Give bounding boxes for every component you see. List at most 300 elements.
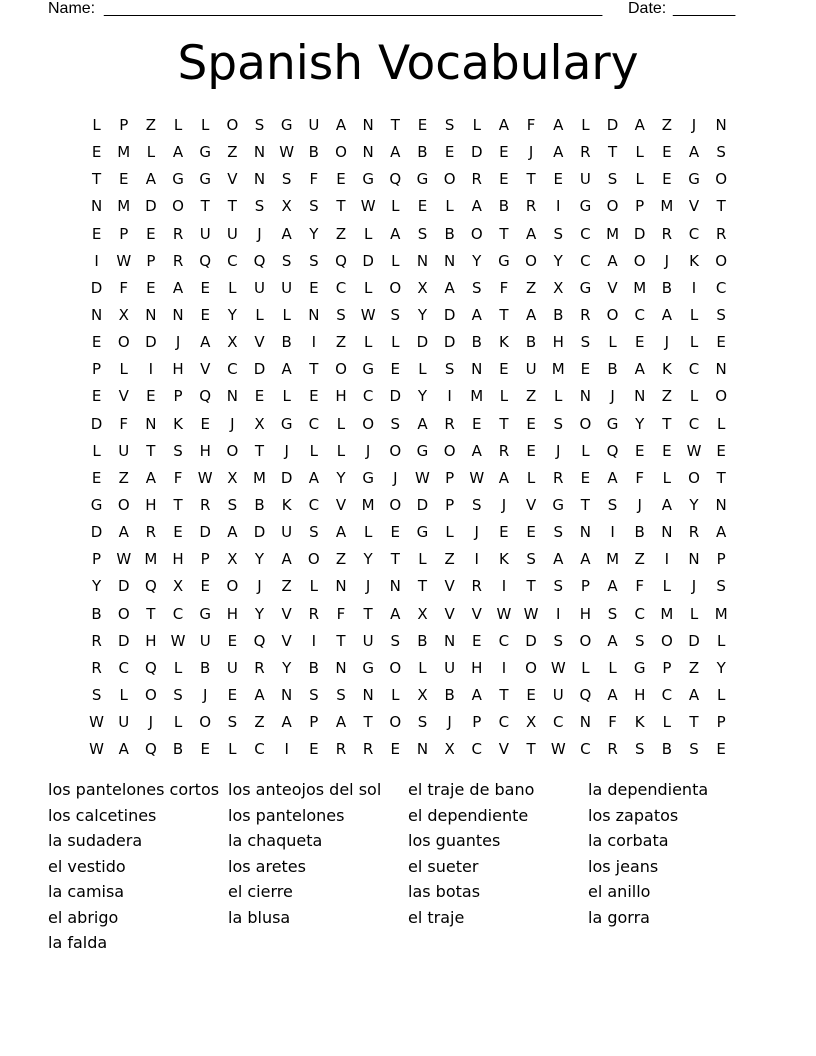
grid-letter: N [90, 305, 103, 324]
grid-letter: E [634, 333, 645, 352]
grid-letter: D [253, 360, 266, 379]
grid-letter: H [145, 631, 157, 650]
word-bank-item: los zapatos [588, 805, 679, 825]
grid-letter: Q [606, 441, 619, 460]
grid-letter: A [688, 685, 700, 704]
grid-letter: I [556, 197, 561, 216]
grid-letter: E [91, 224, 102, 243]
grid-letter: N [579, 387, 591, 406]
grid-letter: L [119, 360, 128, 379]
grid-letter: G [362, 360, 374, 379]
grid-letter: N [253, 170, 266, 189]
grid-letter: C [634, 604, 645, 623]
grid-letter: F [608, 713, 617, 732]
grid-letter: I [94, 251, 99, 270]
grid-letter: R [145, 523, 157, 542]
word-bank-item: el sueter [408, 856, 479, 876]
grid-letter: D [443, 333, 456, 352]
grid-letter: E [499, 523, 509, 542]
grid-letter: X [227, 550, 238, 569]
grid-letter: V [525, 495, 537, 514]
grid-letter: W [279, 143, 295, 162]
grid-letter: S [173, 441, 183, 460]
grid-letter: E [580, 468, 591, 487]
grid-letter: S [607, 604, 618, 623]
grid-letter: Z [525, 387, 537, 406]
grid-letter: R [607, 740, 618, 759]
grid-letter: R [172, 251, 184, 270]
grid-letter: O [199, 713, 212, 732]
grid-letter: L [662, 468, 672, 487]
grid-letter: C [308, 495, 320, 514]
grid-letter: S [336, 685, 346, 704]
grid-letter: I [501, 658, 507, 677]
grid-letter: B [254, 495, 265, 514]
grid-letter: K [634, 713, 645, 732]
grid-letter: E [526, 414, 536, 433]
word-bank-item: los guantes [408, 831, 501, 850]
grid-letter: F [309, 170, 319, 189]
grid-letter: L [336, 414, 346, 433]
grid-letter: E [91, 333, 102, 352]
grid-letter: D [688, 631, 700, 650]
grid-letter: I [501, 577, 507, 596]
grid-letter: Y [689, 495, 699, 514]
grid-letter: D [253, 523, 266, 542]
grid-letter: U [308, 116, 320, 134]
grid-letter: S [716, 305, 726, 324]
grid-letter: I [311, 333, 317, 352]
grid-letter: E [526, 523, 536, 542]
grid-letter: K [499, 333, 509, 352]
grid-letter: A [553, 116, 564, 134]
grid-letter: M [660, 197, 674, 216]
grid-letter: L [282, 305, 291, 324]
grid-letter: E [444, 143, 455, 162]
grid-letter: M [470, 387, 484, 406]
grid-letter: C [634, 305, 645, 324]
grid-letter: W [469, 468, 485, 487]
name-field-line: ________________________________________________________ [104, 0, 603, 17]
grid-letter: P [716, 550, 726, 569]
grid-letter: N [308, 305, 320, 324]
grid-letter: E [118, 170, 129, 189]
grid-letter: X [172, 577, 184, 596]
grid-letter: S [417, 224, 428, 243]
grid-letter: T [363, 604, 373, 623]
grid-letter: S [281, 170, 292, 189]
grid-letter: O [660, 631, 673, 650]
grid-letter: A [471, 197, 482, 216]
grid-row [83, 628, 735, 655]
grid-letter: U [362, 631, 374, 650]
grid-letter: S [444, 360, 455, 379]
grid-letter: S [580, 333, 591, 352]
grid-letter: P [200, 550, 210, 569]
grid-letter: R [471, 170, 482, 189]
grid-letter: Q [144, 577, 157, 596]
grid-letter: B [525, 333, 537, 352]
grid-row [83, 573, 735, 600]
grid-letter: W [523, 604, 539, 623]
grid-letter: E [634, 441, 645, 460]
grid-letter: Z [281, 577, 292, 596]
grid-letter: I [474, 550, 479, 569]
grid-row [83, 139, 735, 166]
grid-letter: Z [254, 713, 265, 732]
word-bank-column [48, 777, 228, 956]
grid-letter: Z [118, 468, 129, 487]
word-bank-item: el traje [408, 907, 465, 927]
grid-letter: O [226, 116, 239, 134]
word-bank-item: los anteojos del sol [228, 780, 382, 799]
grid-letter: S [309, 523, 319, 542]
grid-letter: L [608, 658, 617, 677]
grid-letter: A [634, 116, 645, 134]
grid-letter: J [556, 441, 561, 460]
grid-letter: Y [282, 658, 292, 677]
grid-letter: H [471, 658, 483, 677]
grid-letter: E [390, 360, 401, 379]
word-bank-item: el dependiente [408, 805, 529, 825]
word-bank-item: la blusa [228, 907, 291, 927]
grid-letter: E [336, 170, 346, 189]
grid-letter: N [335, 577, 347, 596]
grid-letter: W [89, 740, 104, 759]
grid-letter: X [227, 333, 238, 352]
grid-letter: Z [335, 550, 347, 569]
grid-letter: L [391, 197, 400, 216]
grid-letter: G [633, 658, 646, 677]
grid-letter: B [661, 278, 672, 297]
grid-letter: L [445, 523, 454, 542]
grid-letter: T [336, 631, 346, 650]
grid-letter: Y [91, 577, 102, 596]
grid-letter: M [606, 224, 620, 243]
grid-letter: S [526, 550, 536, 569]
grid-letter: U [579, 170, 591, 189]
grid-letter: I [148, 360, 154, 379]
grid-letter: C [498, 631, 510, 650]
grid-letter: A [607, 251, 618, 270]
grid-letter: M [551, 360, 565, 379]
grid-letter: N [443, 631, 456, 650]
grid-letter: L [228, 740, 237, 759]
grid-letter: Z [335, 333, 347, 352]
grid-letter: M [714, 604, 728, 623]
grid-letter: A [607, 577, 618, 596]
grid-letter: W [550, 740, 566, 759]
grid-letter: T [173, 495, 183, 514]
grid-letter: G [416, 523, 429, 542]
grid-letter: B [308, 658, 319, 677]
grid-letter: R [362, 740, 374, 759]
grid-letter: E [254, 387, 265, 406]
grid-letter: L [635, 143, 644, 162]
grid-letter: N [253, 143, 266, 162]
grid-letter: M [253, 468, 266, 487]
grid-letter: X [254, 414, 265, 433]
grid-letter: I [664, 550, 670, 569]
grid-row [83, 682, 735, 709]
grid-letter: A [607, 685, 618, 704]
grid-letter: J [365, 441, 371, 460]
word-bank-item: los jeans [588, 856, 659, 876]
grid-letter: R [525, 197, 537, 216]
grid-letter: L [472, 116, 481, 134]
grid-letter: W [360, 197, 376, 216]
grid-letter: L [391, 685, 400, 704]
grid-letter: Z [661, 116, 672, 134]
grid-letter: Y [417, 305, 428, 324]
grid-letter: A [471, 305, 482, 324]
grid-letter: J [175, 333, 181, 352]
grid-letter: Y [227, 305, 237, 324]
grid-letter: T [499, 414, 509, 433]
grid-letter: Q [579, 685, 592, 704]
grid-letter: J [637, 495, 642, 514]
grid-letter: M [361, 495, 375, 514]
grid-letter: A [308, 468, 319, 487]
grid-letter: P [716, 713, 726, 732]
grid-letter: L [716, 414, 726, 433]
grid-letter: S [553, 577, 563, 596]
grid-letter: T [526, 740, 536, 759]
grid-letter: O [335, 143, 347, 162]
grid-letter: J [148, 713, 154, 732]
grid-letter: J [664, 251, 670, 270]
grid-letter: E [499, 143, 509, 162]
grid-letter: N [90, 197, 103, 216]
grid-letter: M [117, 143, 131, 162]
grid-letter: T [336, 197, 346, 216]
grid-letter: T [662, 414, 672, 433]
grid-letter: S [390, 414, 401, 433]
grid-letter: A [335, 713, 347, 732]
grid-letter: G [90, 495, 103, 514]
grid-letter: Z [525, 278, 537, 297]
grid-letter: H [172, 550, 184, 569]
grid-letter: V [281, 631, 292, 650]
grid-letter: Q [144, 740, 157, 759]
grid-letter: G [416, 441, 429, 460]
grid-letter: O [389, 713, 402, 732]
grid-letter: U [226, 224, 238, 243]
grid-letter: O [389, 278, 402, 297]
grid-letter: O [117, 333, 130, 352]
grid-letter: A [281, 550, 292, 569]
grid-letter: E [91, 387, 102, 406]
grid-letter: Y [309, 224, 319, 243]
grid-letter: W [116, 550, 132, 569]
grid-letter: C [172, 604, 184, 623]
grid-letter: N [362, 143, 374, 162]
grid-letter: G [498, 251, 510, 270]
word-bank-item: los pantelones cortos [48, 780, 220, 799]
grid-letter: B [417, 143, 428, 162]
grid-letter: V [118, 387, 129, 406]
grid-letter: G [606, 414, 619, 433]
grid-letter: L [282, 387, 291, 406]
grid-letter: D [362, 251, 374, 270]
grid-letter: J [202, 685, 208, 704]
grid-letter: M [606, 550, 620, 569]
grid-letter: T [200, 197, 210, 216]
grid-letter: E [526, 441, 536, 460]
grid-letter: V [498, 740, 510, 759]
word-bank-item: el cierre [228, 882, 293, 901]
page-title: Spanish Vocabulary [177, 36, 639, 91]
grid-letter: I [284, 740, 289, 759]
grid-letter: J [230, 414, 235, 433]
grid-letter: S [309, 197, 319, 216]
grid-letter: I [556, 604, 561, 623]
grid-row [83, 709, 735, 736]
word-bank-column [408, 777, 588, 956]
grid-letter: S [553, 224, 563, 243]
grid-letter: I [610, 523, 615, 542]
grid-letter: W [170, 631, 186, 650]
grid-letter: U [199, 631, 211, 650]
grid-letter: O [335, 360, 347, 379]
name-label: Name: [48, 0, 96, 17]
grid-letter: L [445, 197, 454, 216]
grid-letter: D [117, 631, 130, 650]
grid-letter: N [579, 523, 591, 542]
grid-letter: E [173, 523, 183, 542]
grid-letter: H [335, 387, 347, 406]
grid-letter: V [335, 495, 347, 514]
grid-letter: S [227, 713, 238, 732]
grid-letter: C [498, 713, 510, 732]
grid-letter: H [634, 685, 646, 704]
grid-letter: J [664, 333, 670, 352]
grid-letter: S [607, 170, 618, 189]
grid-letter: X [118, 305, 129, 324]
grid-letter: T [716, 197, 726, 216]
grid-letter: E [716, 740, 726, 759]
grid-letter: T [390, 116, 400, 134]
grid-letter: G [280, 116, 293, 134]
grid-letter: Y [553, 251, 563, 270]
grid-letter: S [309, 685, 319, 704]
grid-letter: X [281, 197, 292, 216]
grid-row [83, 166, 735, 193]
grid-letter: K [689, 251, 699, 270]
grid-letter: D [389, 387, 402, 406]
grid-letter: E [417, 116, 428, 134]
grid-letter: U [226, 658, 238, 677]
grid-letter: L [526, 468, 536, 487]
grid-letter: Q [253, 631, 266, 650]
grid-letter: O [525, 658, 537, 677]
word-bank-item: la sudadera [48, 831, 143, 850]
grid-row [83, 302, 735, 329]
grid-letter: V [200, 360, 211, 379]
grid-row [83, 546, 735, 573]
grid-letter: G [199, 604, 212, 623]
grid-letter: K [173, 414, 183, 433]
grid-letter: A [172, 278, 184, 297]
grid-letter: C [308, 414, 320, 433]
word-bank-item: la dependienta [588, 780, 709, 799]
grid-letter: G [688, 170, 700, 189]
grid-letter: B [553, 305, 564, 324]
grid-letter: X [417, 604, 428, 623]
grid-letter: E [200, 414, 210, 433]
grid-letter: E [716, 441, 726, 460]
grid-letter: Z [634, 550, 645, 569]
grid-letter: T [146, 441, 156, 460]
grid-letter: A [498, 468, 510, 487]
grid-letter: R [580, 305, 591, 324]
grid-letter: T [689, 713, 699, 732]
grid-letter: S [281, 251, 292, 270]
grid-row [83, 736, 735, 763]
grid-letter: A [172, 143, 184, 162]
grid-letter: A [525, 305, 537, 324]
grid-letter: O [606, 305, 619, 324]
grid-letter: Z [335, 224, 347, 243]
grid-letter: C [688, 224, 700, 243]
grid-letter: R [91, 658, 102, 677]
grid-letter: T [91, 170, 102, 189]
word-bank-item: los calcetines [48, 805, 157, 825]
grid-letter: S [91, 685, 102, 704]
grid-letter: M [633, 278, 647, 297]
grid-letter: N [362, 685, 374, 704]
grid-letter: B [200, 658, 211, 677]
grid-letter: O [525, 251, 537, 270]
grid-letter: A [688, 143, 700, 162]
word-bank-item: la camisa [48, 882, 125, 901]
grid-letter: K [661, 360, 672, 379]
grid-letter: O [389, 441, 402, 460]
grid-letter: E [309, 387, 319, 406]
grid-letter: N [145, 305, 157, 324]
grid-letter: X [553, 278, 564, 297]
grid-letter: T [526, 577, 536, 596]
grid-letter: E [662, 441, 672, 460]
grid-letter: G [362, 170, 374, 189]
grid-letter: S [716, 143, 726, 162]
grid-letter: G [416, 170, 429, 189]
grid-letter: A [607, 631, 618, 650]
grid-letter: E [227, 631, 238, 650]
grid-letter: K [499, 550, 509, 569]
grid-letter: J [257, 577, 262, 596]
grid-letter: C [580, 224, 591, 243]
grid-letter: R [553, 468, 564, 487]
grid-letter: O [172, 197, 184, 216]
grid-letter: S [553, 414, 563, 433]
grid-letter: D [416, 333, 429, 352]
grid-letter: O [389, 495, 402, 514]
date-field-line: _______ [673, 0, 736, 17]
word-bank-item: la gorra [588, 907, 650, 927]
grid-letter: A [390, 604, 401, 623]
grid-letter: S [390, 305, 401, 324]
grid-letter: L [689, 604, 699, 623]
grid-letter: E [472, 414, 482, 433]
grid-letter: A [553, 143, 564, 162]
grid-letter: L [119, 685, 128, 704]
grid-row [83, 356, 735, 383]
grid-letter: J [691, 116, 697, 134]
grid-letter: S [336, 305, 346, 324]
grid-letter: R [444, 414, 455, 433]
grid-letter: P [662, 658, 672, 677]
